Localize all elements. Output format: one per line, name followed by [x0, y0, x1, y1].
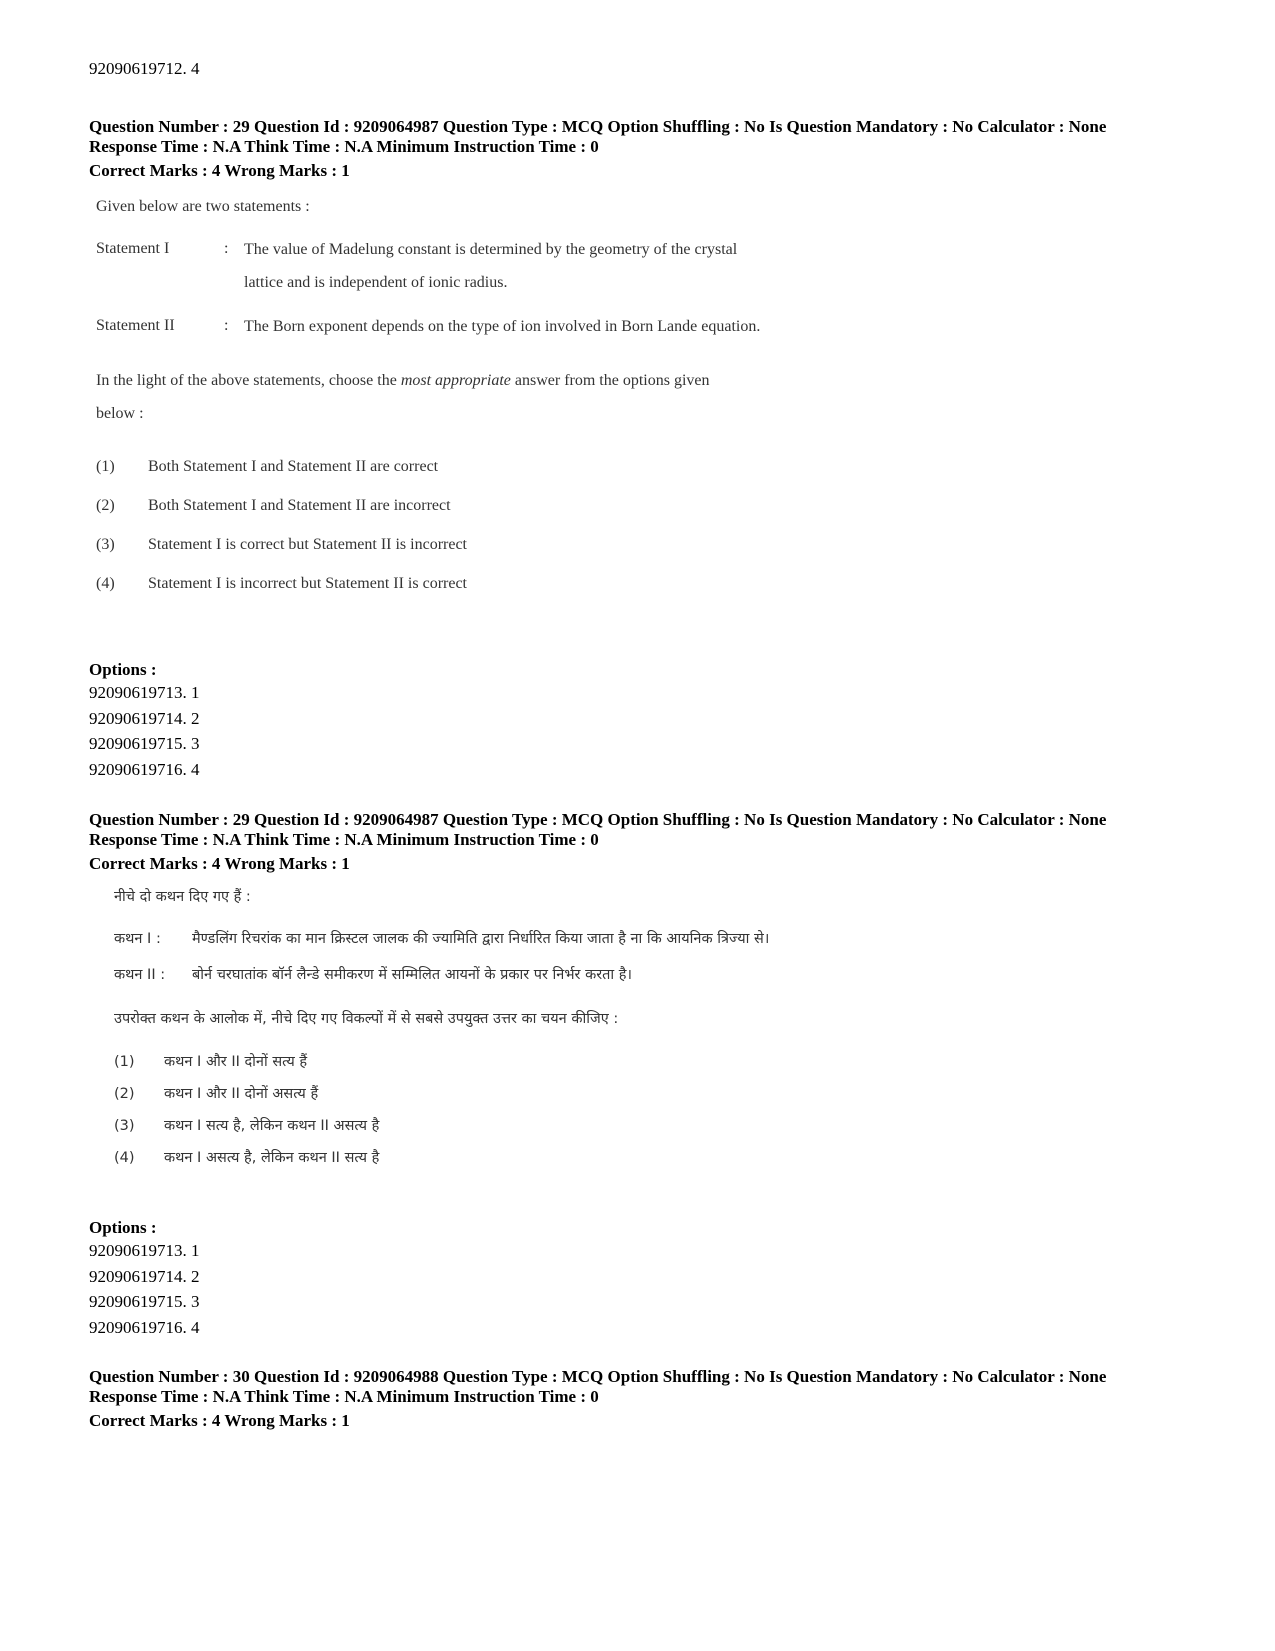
- instruction-emphasis: most appropriate: [400, 372, 511, 389]
- meta-line-3: Correct Marks : 4 Wrong Marks : 1: [89, 854, 350, 873]
- instruction-text-1: In the light of the above statements, choose the: [96, 372, 401, 389]
- choice-text: Both Statement I and Statement II are correct: [148, 458, 439, 475]
- answer-choice: [114, 1078, 792, 1110]
- answer-choice: [96, 564, 764, 603]
- choice-number: (2): [96, 497, 115, 514]
- option-code: 92090619716. 4: [89, 759, 200, 779]
- meta-line-3: Correct Marks : 4 Wrong Marks : 1: [89, 1411, 350, 1430]
- statement-2: [114, 962, 792, 988]
- option-code: 92090619715. 3: [89, 734, 200, 753]
- statement-separator: :: [224, 317, 229, 334]
- question-meta-hindi: [89, 810, 1106, 874]
- choice-number: (4): [96, 575, 115, 592]
- statement-text: The Born exponent depends on the type of ion involved in Born Lande equation.: [244, 318, 761, 335]
- meta-line-2: Response Time : N.A Think Time : N.A Minimum Instruction Time : 0: [89, 830, 599, 849]
- statement-label: Statement I: [96, 240, 170, 257]
- question-intro: Given below are two statements :: [96, 198, 310, 215]
- meta-line-1: Question Number : 29 Question Id : 9209064987 Question Type : MCQ Option Shuffling : No Is Question Mandatory : No Calculator : None: [89, 117, 1107, 136]
- answer-choice: [96, 447, 764, 486]
- choice-text: Both Statement I and Statement II are incorrect: [148, 497, 451, 514]
- option-code: 92090619714. 2: [89, 708, 200, 728]
- option-code: 92090619713. 1: [89, 683, 200, 702]
- statement-text: The value of Madelung constant is determined by the geometry of the crystal lattice and is independent of ionic radius.: [244, 241, 738, 291]
- choice-text: कथन I सत्य है, लेकिन कथन II असत्य है: [164, 1118, 380, 1134]
- options-label: Options :: [89, 1218, 157, 1237]
- choice-text: कथन I और II दोनों सत्य हैं: [164, 1054, 308, 1070]
- option-code: 92090619714. 2: [89, 1266, 200, 1286]
- question-meta-english: [89, 117, 1106, 181]
- options-list-english: [89, 660, 200, 782]
- statement-text: मैण्डलिंग रिचरांक का मान क्रिस्टल जालक की ज्यामिति द्वारा निर्धारित किया जाता है ना कि आयनिक त्रिज्या से।: [192, 931, 770, 947]
- statement-label: Statement II: [96, 317, 175, 334]
- meta-line-3: Correct Marks : 4 Wrong Marks : 1: [89, 161, 350, 180]
- question-instruction: उपरोक्त कथन के आलोक में, नीचे दिए गए विकल्पों में से सबसे उपयुक्त उत्तर का चयन कीजिए :: [114, 1011, 619, 1027]
- answer-choice: [114, 1046, 792, 1078]
- options-list-hindi: [89, 1218, 200, 1340]
- meta-line-2: Response Time : N.A Think Time : N.A Minimum Instruction Time : 0: [89, 137, 599, 156]
- option-code: 92090619716. 4: [89, 1317, 200, 1337]
- choice-text: कथन I असत्य है, लेकिन कथन II सत्य है: [164, 1150, 380, 1166]
- meta-line-1: Question Number : 29 Question Id : 9209064987 Question Type : MCQ Option Shuffling : No Is Question Mandatory : No Calculator : None: [89, 810, 1107, 829]
- choice-number: (2): [114, 1086, 135, 1102]
- choice-text: Statement I is correct but Statement II is incorrect: [148, 536, 467, 553]
- question-body-english: [96, 198, 764, 603]
- statement-label: कथन II :: [114, 967, 166, 983]
- option-code: 92090619715. 3: [89, 1292, 200, 1311]
- answer-choices: [96, 447, 764, 603]
- answer-choice: [96, 486, 764, 525]
- question-meta-next: [89, 1367, 1106, 1431]
- answer-choice: [96, 525, 764, 564]
- question-intro: नीचे दो कथन दिए गए हैं :: [114, 889, 251, 905]
- meta-line-2: Response Time : N.A Think Time : N.A Minimum Instruction Time : 0: [89, 1387, 599, 1406]
- choice-text: कथन I और II दोनों असत्य हैं: [164, 1086, 319, 1102]
- answer-choices: [114, 1046, 792, 1174]
- header-answer-code: 92090619712. 4: [89, 59, 200, 78]
- statement-text: बोर्न चरघातांक बॉर्न लैन्डे समीकरण में सम्मिलित आयनों के प्रकार पर निर्भर करता है।: [192, 967, 632, 983]
- answer-choice: [114, 1142, 792, 1174]
- answer-choice: [114, 1110, 792, 1142]
- instruction-text-2: answer from the options given below :: [96, 372, 710, 422]
- option-code: 92090619713. 1: [89, 1241, 200, 1260]
- choice-number: (1): [96, 458, 115, 475]
- statement-separator: :: [224, 240, 229, 257]
- question-body-hindi: [114, 886, 792, 1174]
- question-instruction: [96, 364, 746, 430]
- choice-number: (4): [114, 1150, 135, 1166]
- options-label: Options :: [89, 660, 157, 679]
- statement-1: [114, 926, 792, 952]
- statement-2: [96, 317, 764, 343]
- choice-number: (3): [96, 536, 115, 553]
- statement-1: [96, 240, 764, 299]
- statement-label: कथन I :: [114, 931, 161, 947]
- choice-number: (1): [114, 1054, 135, 1070]
- meta-line-1: Question Number : 30 Question Id : 9209064988 Question Type : MCQ Option Shuffling : No Is Question Mandatory : No Calculator : None: [89, 1367, 1107, 1386]
- choice-number: (3): [114, 1118, 135, 1134]
- choice-text: Statement I is incorrect but Statement II is correct: [148, 575, 467, 592]
